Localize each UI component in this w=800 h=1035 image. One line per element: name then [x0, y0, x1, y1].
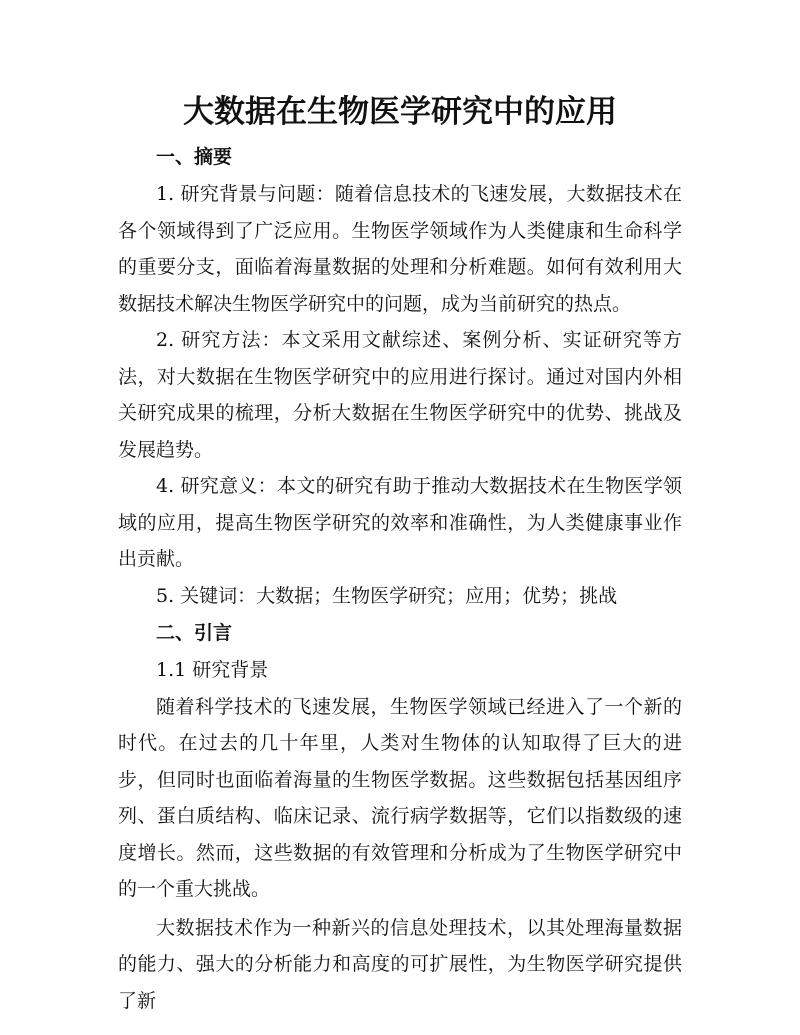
paragraph-research-significance: 4. 研究意义：本文的研究有助于推动大数据技术在生物医学领域的应用，提高生物医学研究的效率和准确性，为人类健康事业作出贡献。	[118, 475, 682, 570]
paragraph-intro-2: 大数据技术作为一种新兴的信息处理技术，以其处理海量数据的能力、强大的分析能力和高度的可扩展性，为生物医学研究提供了新	[118, 916, 682, 1012]
paragraph-intro-1: 随着科学技术的飞速发展，生物医学领域已经进入了一个新的时代。在过去的几十年里，人类对生物体的认知取得了巨大的进步，但同时也面临着海量的生物医学数据。这些数据包括基因组序列、蛋白质结构、临床记录、流行病学数据等，它们以指数级的速度增长。然而，这些数据的有效管理和分析成为了生物医学研究中的一个重大挑战。	[118, 695, 682, 900]
paragraph-research-background: 1. 研究背景与问题：随着信息技术的飞速发展，大数据技术在各个领域得到了广泛应用。生物医学领域作为人类健康和生命科学的重要分支，面临着海量数据的处理和分析难题。如何有效利用大数据技术解决生物医学研究中的问题，成为当前研究的热点。	[118, 183, 682, 315]
paragraph-keywords: 5. 关键词：大数据；生物医学研究；应用；优势；挑战	[156, 584, 618, 607]
section-heading-abstract: 一、摘要	[156, 146, 233, 168]
paragraph-research-methods: 2. 研究方法：本文采用文献综述、案例分析、实证研究等方法，对大数据在生物医学研究中的应用进行探讨。通过对国内外相关研究成果的梳理，分析大数据在生物医学研究中的优势、挑战及发展趋势。	[118, 329, 682, 461]
subsection-heading-background: 1.1 研究背景	[156, 659, 269, 681]
section-heading-introduction: 二、引言	[156, 622, 233, 644]
page-title: 大数据在生物医学研究中的应用	[183, 94, 617, 130]
